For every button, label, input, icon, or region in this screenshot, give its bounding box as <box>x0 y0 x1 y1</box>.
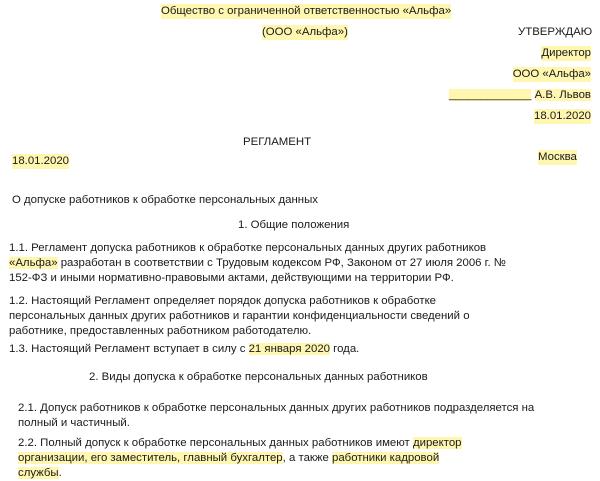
p1-3-date: 21 января 2020 <box>248 343 331 355</box>
approval-date: 18.01.2020 <box>533 110 591 122</box>
doc-subject: О допуске работников к обработке персональных данных <box>12 194 318 206</box>
doc-city: Москва <box>538 151 577 163</box>
paragraph-1-2: 1.2. Настоящий Регламент определяет порядок допуска работников к обработке персональных данных других работников и гарантии конфиденциальности сведений о работнике, предоставленных работником работодателю. <box>9 295 470 337</box>
p2-2-text-a: 2.2. Полный допуск к обработке персональных данных работников имеют <box>18 437 413 449</box>
approval-heading: УТВЕРЖДАЮ <box>518 26 593 38</box>
p1-3-text-a: 1.3. Настоящий Регламент вступает в силу с <box>9 343 249 355</box>
p2-2-text-e: . <box>58 467 62 479</box>
paragraph-2-2 <box>18 436 468 481</box>
p2-2-roles: директор организации, его заместитель, главный бухгалтер <box>18 437 462 464</box>
approval-company: ООО «Альфа» <box>512 68 591 80</box>
signature-line: _____________ <box>449 89 532 101</box>
org-full-name: Общество с ограниченной ответственностью «Альфа» <box>161 5 452 17</box>
p1-3-text-c: года. <box>330 343 360 355</box>
section2-heading: 2. Виды допуска к обработке персональных данных работников <box>89 371 428 383</box>
p2-2-text-c: , а также <box>282 452 333 464</box>
p2-2-hr: работники кадровой службы <box>18 452 440 479</box>
doc-date: 18.01.2020 <box>12 155 70 167</box>
p1-1-text-a: 1.1. Регламент допуска работников к обработке персональных данных других работников <box>9 242 487 254</box>
paragraph-1-3 <box>9 342 529 357</box>
approval-position: Директор <box>541 47 591 59</box>
doc-title: РЕГЛАМЕНТ <box>243 136 312 148</box>
p1-1-company: «Альфа» <box>9 257 58 269</box>
p1-1-text-c: разработан в соответствии с Трудовым кодексом РФ, Законом от 27 июля 2006 г. № 152-ФЗ и иными нормативно-правовыми актами, действующими на территории РФ. <box>9 257 506 284</box>
paragraph-1-1 <box>9 241 509 286</box>
approval-signature <box>449 88 591 103</box>
approval-signer: А.В. Львов <box>534 89 591 101</box>
section1-heading: 1. Общие положения <box>238 219 350 231</box>
org-short-name: (ООО «Альфа») <box>262 26 348 38</box>
paragraph-2-1: 2.1. Допуск работников к обработке персональных данных других работников подразделяется на полный и частичный. <box>18 402 535 429</box>
